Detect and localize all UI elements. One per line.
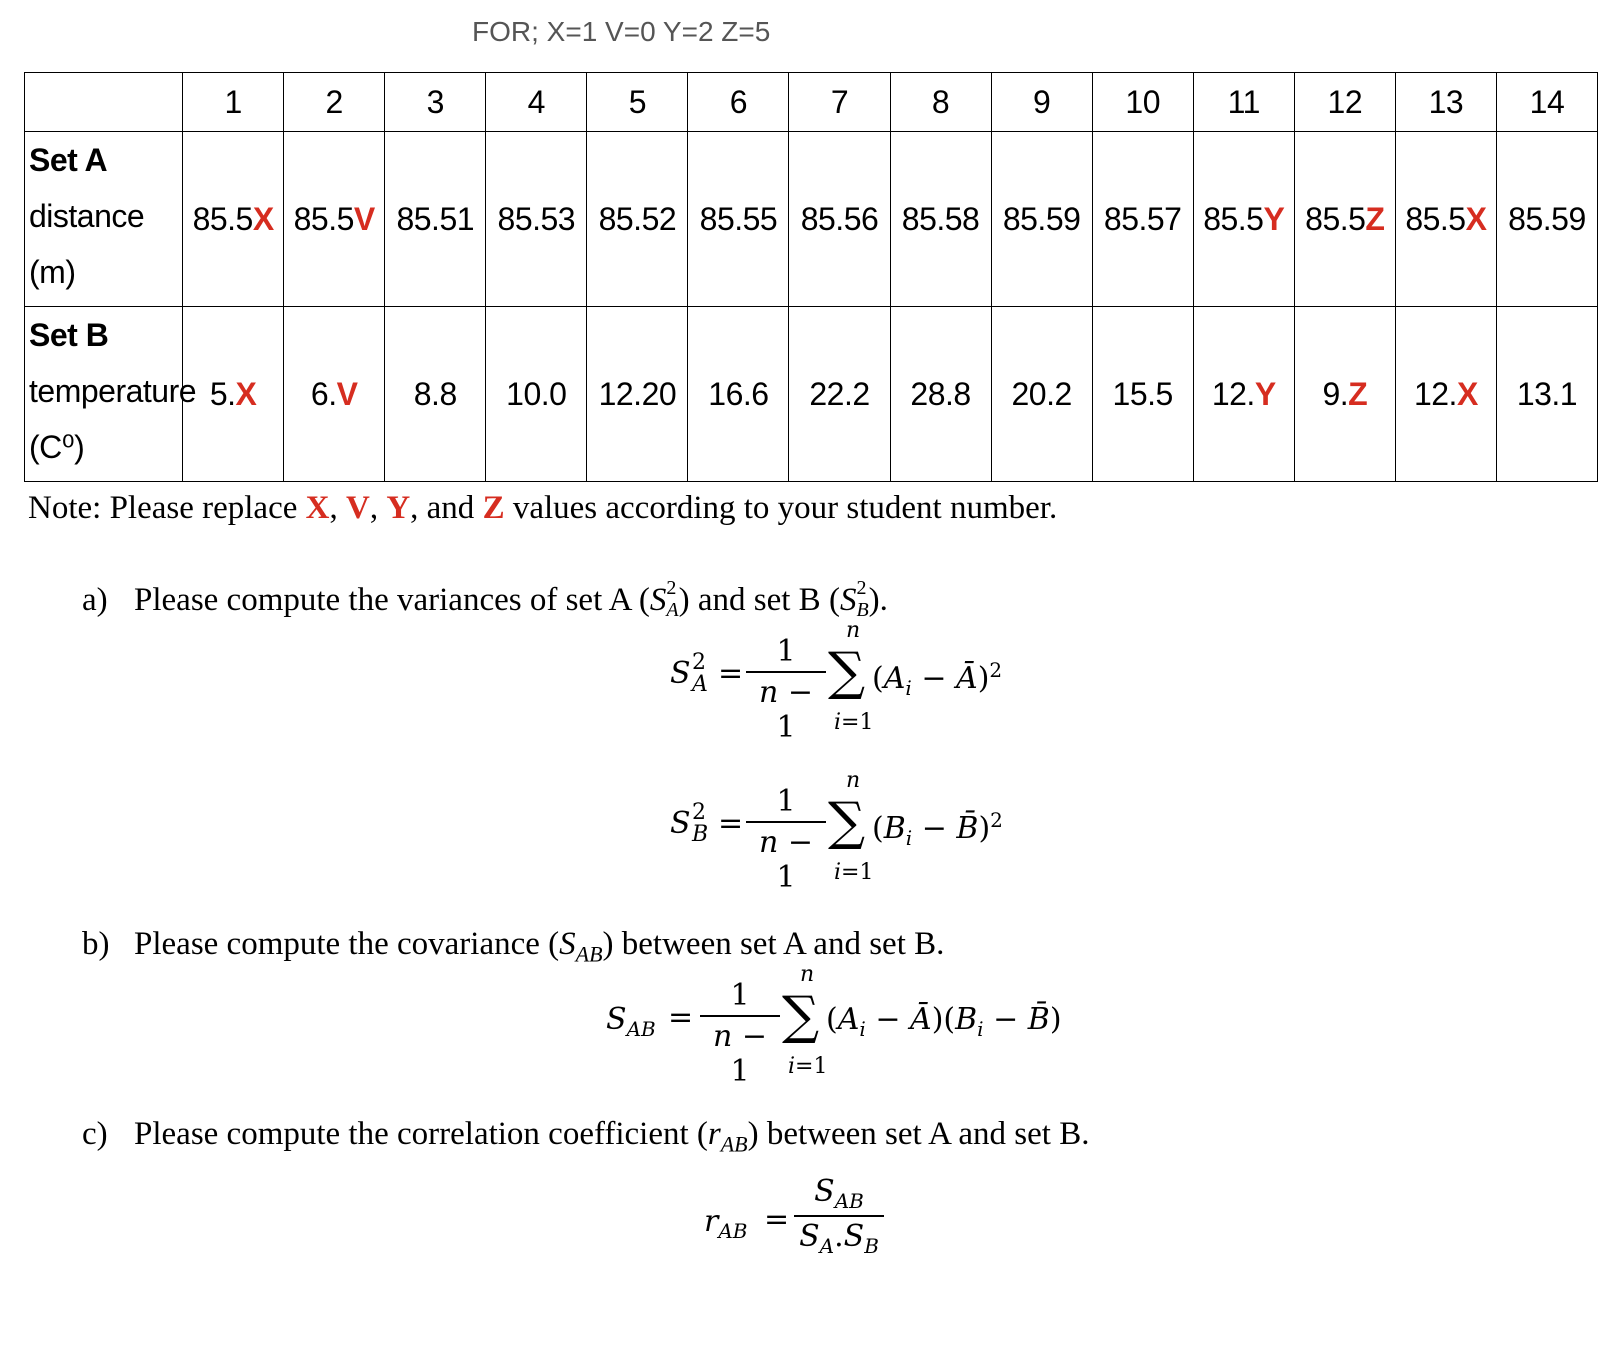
note-v: V (345, 490, 370, 526)
column-header-12: 12 (1294, 73, 1395, 132)
question-b-label: b) (82, 926, 110, 962)
set-b-value-cell (1294, 307, 1395, 482)
formula-variance-b: S 2 B = 1 n − 1 n ∑ i=1 ($B_i$ − B̄)$^2$ (670, 768, 1003, 895)
column-header-11: 11 (1193, 73, 1294, 132)
set-a-label: distance (29, 198, 145, 234)
set-a-value-cell (890, 132, 991, 307)
note-z: Z (482, 490, 505, 526)
set-a-value-cell (789, 132, 890, 307)
value-variable: Z (1365, 200, 1385, 237)
question-a-label: a) (82, 582, 108, 618)
value-base: 16.6 (708, 375, 769, 412)
set-a-value-cell (688, 132, 789, 307)
question-a-text-end: ). (868, 582, 888, 618)
set-b-value-cell (688, 307, 789, 482)
column-header-14: 14 (1496, 73, 1597, 132)
set-a-value-cell (1092, 132, 1193, 307)
set-b-value-cell (183, 307, 284, 482)
value-base: 85.55 (699, 200, 778, 237)
header-note: FOR; X=1 V=0 Y=2 Z=5 (472, 16, 771, 47)
question-c (82, 1116, 1089, 1158)
value-base: 85.52 (598, 200, 677, 237)
set-b-value-cell (587, 307, 688, 482)
column-header-1: 1 (183, 73, 284, 132)
set-a-value-cell (1496, 132, 1597, 307)
set-b-value-cell (1395, 307, 1496, 482)
corner-cell (25, 73, 183, 132)
formula-covariance: $S_{AB}$ = 1 n − 1 n ∑ i=1 ($A_i$ − $Ā)(B_i$ − B̄) (606, 962, 1062, 1089)
value-base: 85.5 (293, 200, 354, 237)
column-header-5: 5 (587, 73, 688, 132)
column-header-9: 9 (991, 73, 1092, 132)
set-a-value-cell (1395, 132, 1496, 307)
value-base: 85.51 (396, 200, 475, 237)
column-header-8: 8 (890, 73, 991, 132)
question-a-text-mid: ) and set B ( (678, 582, 840, 618)
set-a-value-cell (1193, 132, 1294, 307)
column-header-7: 7 (789, 73, 890, 132)
set-b-value-cell (789, 307, 890, 482)
value-base: 8.8 (413, 375, 457, 412)
set-b-value-cell (890, 307, 991, 482)
set-b-value-cell (1496, 307, 1597, 482)
set-b-value-cell (1193, 307, 1294, 482)
note-and: and (426, 490, 475, 526)
question-b-sym: S (559, 926, 576, 962)
set-b-unit: (C⁰) (29, 429, 85, 465)
table-header-row (25, 73, 1598, 132)
set-b-row (25, 307, 1598, 482)
set-a-value-cell (486, 132, 587, 307)
value-base: 28.8 (910, 375, 971, 412)
set-a-value-cell (183, 132, 284, 307)
note-x: X (305, 490, 330, 526)
set-b-value-cell (991, 307, 1092, 482)
set-b-title: Set B (29, 317, 109, 353)
note-suffix: values according to your student number. (512, 490, 1058, 526)
value-base: 85.59 (1508, 200, 1586, 237)
value-base: 9. (1322, 375, 1349, 412)
data-table (24, 72, 1598, 482)
value-variable: X (235, 375, 257, 412)
set-a-row (25, 132, 1598, 307)
question-c-label: c) (82, 1116, 108, 1152)
value-base: 10.0 (506, 375, 567, 412)
value-base: 22.2 (809, 375, 870, 412)
column-header-2: 2 (284, 73, 385, 132)
value-base: 85.57 (1103, 200, 1182, 237)
note-prefix: Note: Please replace (28, 490, 298, 526)
set-b-value-cell (486, 307, 587, 482)
column-header-13: 13 (1395, 73, 1496, 132)
set-a-value-cell (1294, 132, 1395, 307)
value-variable: Y (1254, 375, 1276, 412)
question-b-text: Please compute the covariance ( (134, 926, 560, 962)
question-c-text-end: ) between set A and set B. (747, 1116, 1090, 1152)
question-c-sub: AB (720, 1131, 748, 1157)
question-a-sym-b: S (839, 582, 857, 618)
question-a: a) Please compute the variances of set A (S 2 A) and set B (S 2 B). (82, 577, 888, 621)
question-c-text: Please compute the correlation coefficient ( (134, 1116, 708, 1152)
set-b-value-cell (1092, 307, 1193, 482)
value-base: 6. (310, 375, 337, 412)
column-header-3: 3 (385, 73, 486, 132)
set-a-unit: (m) (29, 254, 76, 290)
value-variable: X (1465, 200, 1487, 237)
value-base: 12.20 (598, 375, 677, 412)
formula-variance-a: S 2 A = 1 n − 1 n ∑ i=1 ($A_i$ − Ā)$^2$ (670, 618, 1003, 745)
question-a-text: Please compute the variances of set A ( (134, 582, 650, 618)
value-base: 85.5 (1405, 200, 1466, 237)
value-base: 12. (1211, 375, 1255, 412)
value-variable: V (336, 375, 358, 412)
value-base: 85.58 (901, 200, 980, 237)
set-b-value-cell (385, 307, 486, 482)
value-base: 5. (209, 375, 236, 412)
value-base: 20.2 (1011, 375, 1072, 412)
question-b-sub: AB (575, 941, 603, 967)
value-base: 85.5 (1203, 200, 1264, 237)
note-y: Y (386, 490, 411, 526)
set-b-value-cell (284, 307, 385, 482)
column-header-4: 4 (486, 73, 587, 132)
value-base: 85.59 (1002, 200, 1081, 237)
set-a-title: Set A (29, 142, 108, 178)
column-header-10: 10 (1092, 73, 1193, 132)
set-a-value-cell (284, 132, 385, 307)
question-a-sym-a: S (649, 582, 667, 618)
value-base: 85.53 (497, 200, 576, 237)
value-variable: X (252, 200, 274, 237)
set-b-label-cell (25, 307, 197, 482)
value-base: 12. (1413, 375, 1457, 412)
set-a-value-cell (385, 132, 486, 307)
value-base: 15.5 (1112, 375, 1173, 412)
set-a-value-cell (587, 132, 688, 307)
table-note: Note: Please replace X, V, Y, and Z values according to your student number. (28, 490, 1058, 526)
set-b-label: temperature (29, 373, 197, 409)
set-a-label-cell (25, 132, 183, 307)
question-c-sym: r (707, 1116, 721, 1152)
value-base: 85.5 (192, 200, 253, 237)
value-variable: V (353, 200, 375, 237)
formula-correlation: $r_{AB}$ = $S_{AB}$ $S_A.S_B$ (704, 1170, 924, 1270)
value-base: 85.56 (800, 200, 879, 237)
value-variable: X (1456, 375, 1478, 412)
column-header-6: 6 (688, 73, 789, 132)
value-variable: Y (1263, 200, 1285, 237)
question-b-text-end: ) between set A and set B. (602, 926, 945, 962)
value-variable: Z (1348, 375, 1368, 412)
set-a-value-cell (991, 132, 1092, 307)
value-base: 13.1 (1516, 375, 1578, 412)
value-base: 85.5 (1305, 200, 1366, 237)
